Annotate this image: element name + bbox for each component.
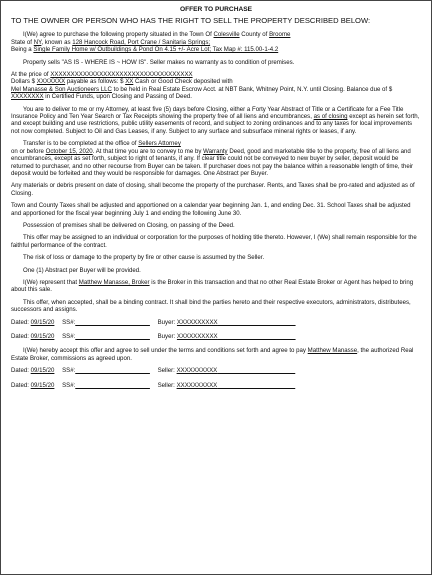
transfer-paragraph (11, 140, 421, 177)
header-line: TO THE OWNER OR PERSON WHO HAS THE RIGHT TO SELL THE PROPERTY DESCRIBED BELOW: (11, 16, 371, 26)
risk-paragraph: The risk of loss or damage to the property by fire or other cause is assumed by the Seller. (23, 254, 265, 262)
escrow-text: to be held in Real Estate Escrow Acct. at NBT Bank, Whitney Point, N.Y. until Closing. (113, 85, 345, 93)
dollars-value: XXXXXXX (36, 78, 66, 86)
dated-value: 09/15/20 (30, 381, 55, 389)
seller-name: XXXXXXXXXX (176, 381, 218, 389)
dated-value: 09/15/20 (30, 333, 55, 340)
transfer-text-3: . At that time you are to convey to me by (92, 147, 202, 155)
being-value: Single Family Home w/ Outbuildings & Pond On 4.15 +/- Acre Lot; Tax Map #: 115.00-1-4.2 (33, 46, 279, 54)
state-value: NY (33, 38, 42, 46)
ss-label: SS#: (62, 333, 76, 340)
balance-text: in Certified Funds, upon Closing and Passing of Deed. (45, 93, 192, 101)
dated-label: Dated: (11, 333, 29, 340)
dated-label: Dated: (11, 381, 29, 389)
buyer-label: Buyer: (157, 333, 176, 340)
payable-label: payable as follows: $ (66, 78, 124, 86)
buyer-label: Buyer: (157, 318, 176, 326)
property-paragraph (11, 31, 421, 53)
price-value: XXXXXXXXXXXXXXXXXXXXXXXXXXXXXXXXXXX (50, 71, 193, 79)
buyer-name: XXXXXXXXXX (176, 318, 218, 326)
county-value: Broome (269, 31, 291, 39)
materials-paragraph: Any materials or debris present on date of closing, shall become the property of the purchaser. Rents, and Taxes shall be pro-rated and adjusted as of Closing. (11, 182, 415, 197)
accept-text-1: I(We) hereby accept this offer and agree to sell under the terms and conditions set forth and agree to pay (23, 347, 306, 355)
transfer-date: October 15, 2020 (45, 147, 93, 155)
payable-value: XX (125, 78, 134, 86)
document-title: OFFER TO PURCHASE (179, 6, 253, 13)
dated-value: 09/15/20 (30, 318, 55, 326)
broker-text-1: I(We) represent that (23, 278, 78, 286)
dollars-label: Dollars $ (11, 78, 36, 86)
abstract-closing: as of closing (313, 113, 348, 121)
seller-name: XXXXXXXXXX (176, 367, 218, 375)
transfer-text-2: on or before (11, 147, 44, 155)
being-label: Being a (11, 46, 32, 54)
abstract-paragraph (11, 106, 421, 136)
buyer-signature-line: Dated: 09/15/20 SS#:______________________ Buyer: XXXXXXXXXX_______________________ (11, 318, 296, 326)
dated-label: Dated: (11, 318, 29, 326)
ss-label: SS#: (62, 367, 76, 375)
binding-paragraph: This offer, when accepted, shall be a binding contract. It shall bind the parties hereto and their respective executors, administrators, distributees, successors and assigns. (11, 298, 411, 314)
ss-label: SS#: (62, 318, 76, 326)
dated-value: 09/15/20 (30, 367, 55, 375)
escrow-company: Mel Manasse & Son Auctioneers LLC (11, 85, 112, 93)
abstract-text-2: except as herein set forth, and except building and use restrictions, public utility easements of record, and subject to zoning ordinances and to any taxes for local improvements not now completed. Subject to Oil and Gas Leases, if any. Subject to any surface and subsurface mineral rights or leases, if any. (11, 113, 420, 135)
transfer-office: Sellers Attorney (138, 140, 181, 148)
abstract-text: You are to deliver to me or my Attorney, at least five (5) days before Closing, either a Forty Year Abstract of Title or a Certificate for a Fee Title Insurance Policy and Ten Year Search or Tax Receipts showing the property free of all liens and encumbrances, (11, 105, 404, 121)
accept-text-2: , the authorized Real Estate Broker, commissions as agreed upon. (11, 347, 414, 362)
accept-broker: Matthew Manasse (307, 347, 358, 355)
known-as-label: , known as (41, 38, 71, 46)
dated-label: Dated: (11, 367, 29, 375)
property-intro: I(We) agree to purchase the following property situated in the Town Of (23, 31, 212, 39)
address-value: 128 Hancock Road, Port Crane / Sanitaria Springs; (72, 38, 211, 46)
cash-text: Cash or Good Check deposited with (135, 78, 233, 86)
price-label: At the price of (11, 71, 49, 79)
buyer-signature-line: Dated: 09/15/20 SS#:______________________ Buyer: XXXXXXXXXX_______________________ (11, 333, 296, 340)
county-label: County of (241, 31, 268, 39)
broker-text-2: is the Broker in this transaction and that no other Real Estate Broker or Agent has helped to bring about this sale. (11, 278, 414, 294)
balance-value: XXXXXXXX (11, 93, 44, 101)
price-paragraph (11, 71, 421, 101)
accept-paragraph (11, 347, 421, 362)
as-is-paragraph: Property sells "AS IS - WHERE IS ~ HOW IS". Seller makes no warranty as to condition of premises. (23, 58, 295, 66)
balance-label: Balance due of $ (346, 85, 393, 93)
town-value: Colesville (213, 31, 240, 39)
buyer-name: XXXXXXXXXX (176, 333, 218, 340)
seller-label: Seller: (157, 381, 175, 389)
seller-signature-line: Dated: 09/15/20 SS#:______________________ Seller: XXXXXXXXXX_______________________ (11, 381, 296, 389)
ss-label: SS#: (62, 381, 76, 389)
transfer-deed: Warranty (203, 147, 228, 155)
transfer-text-4: Deed, good and marketable title to the property, free of all liens and encumbrances, except as set forth, subject to right of tenants, if any. If clear title could not be conveyed to new buyer by seller, deposit would be returned to purchaser, and no other recourse from Buyer can be taken. If purchaser does not pay the balance within a reasonable length of time, their deposit would be forfeited and they would be responsible for damages. One Abstract per Buyer. (11, 147, 414, 177)
taxes-paragraph: Town and County Taxes shall be adjusted and apportioned on a calendar year beginning Jan. 1, and ending Dec. 31. School Taxes shall be adjusted and apportioned for the fiscal year beginning July 1 and ending the following June 30. (11, 202, 411, 217)
seller-label: Seller: (157, 367, 175, 375)
possession-paragraph: Possession of premises shall be delivered on Closing, on passing of the Deed. (23, 221, 235, 229)
broker-paragraph (11, 279, 421, 294)
state-label: State of (11, 38, 33, 46)
one-abstract-paragraph: One (1) Abstract per Buyer will be provided. (23, 266, 141, 274)
broker-name: Matthew Manasse, Broker (78, 278, 150, 286)
seller-signature-line: Dated: 09/15/20 SS#:______________________ Seller: XXXXXXXXXX_______________________ (11, 367, 296, 375)
assign-paragraph: This offer may be assigned to an individual or corporation for the purposes of holding title thereto. However, I (We) shall remain responsible for the faithful performance of the contract. (11, 234, 417, 249)
transfer-text-1: Transfer is to be completed at the office of (23, 140, 137, 148)
